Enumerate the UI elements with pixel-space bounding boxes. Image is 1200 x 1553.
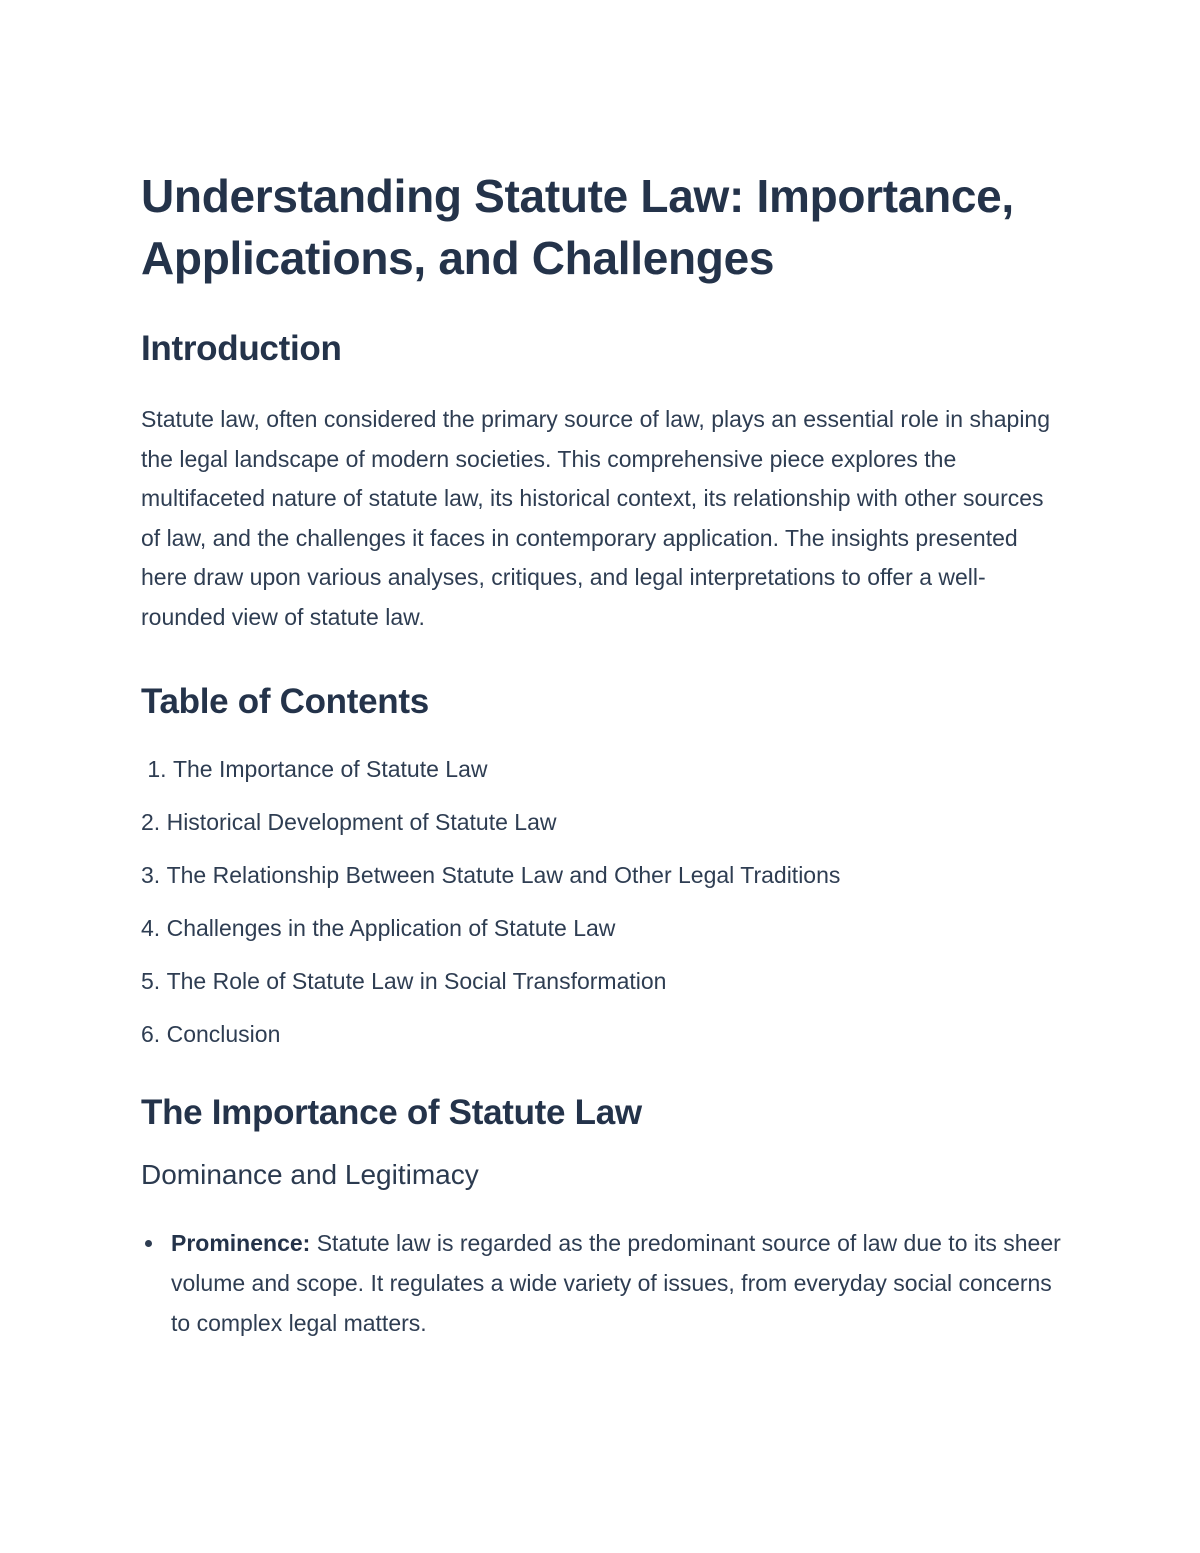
introduction-heading: Introduction [141,329,342,368]
toc-item-number: 2. [141,809,167,835]
toc-item-number: 6. [141,1021,167,1047]
toc-item-label: Conclusion [166,1021,281,1047]
introduction-paragraph: Statute law, often considered the primary source of law, plays an essential role in shaping the legal landscape of modern societies. This comprehensive piece explores the multifaceted nature of statute law, its historical context, its relationship with other sources of law, and the challenges it faces in contemporary application. The insights presented here draw upon various analyses, critiques, and legal interpretations to offer a well-rounded view of statute law. [141,406,1051,630]
bullet-term: Prominence: [171,1230,311,1256]
toc-item-label: The Importance of Statute Law [172,756,488,782]
toc-item [141,861,1061,889]
bullet-text: Statute law is regarded as the predominant source of law due to its sheer volume and scope. It regulates a wide variety of issues, from everyday social concerns to complex legal matters. [171,1230,1061,1336]
toc-item-number: 3. [141,862,167,888]
bullet-list [141,1223,1061,1343]
toc-item [141,914,1061,942]
document-title: Understanding Statute Law: Importance, Applications, and Challenges [141,170,1014,284]
section-heading: The Importance of Statute Law [141,1093,642,1132]
toc-item-label: Historical Development of Statute Law [166,809,557,835]
toc-item-number: 5. [141,968,167,994]
toc-item-label: Challenges in the Application of Statute Law [166,915,616,941]
toc-item [141,967,1061,995]
table-of-contents [141,755,1061,1048]
bullet-item [141,1223,1061,1343]
toc-item-label: The Role of Statute Law in Social Transformation [166,968,667,994]
toc-item [141,808,1061,836]
toc-item-label: The Relationship Between Statute Law and Other Legal Traditions [166,862,841,888]
toc-item [141,755,1061,783]
toc-item [141,1020,1061,1048]
toc-heading: Table of Contents [141,682,429,721]
toc-item-number: 1. [141,756,173,782]
subsection-heading: Dominance and Legitimacy [141,1159,479,1190]
document-page [141,165,1061,1343]
toc-item-number: 4. [141,915,167,941]
bullet-dot-icon [145,1240,152,1247]
